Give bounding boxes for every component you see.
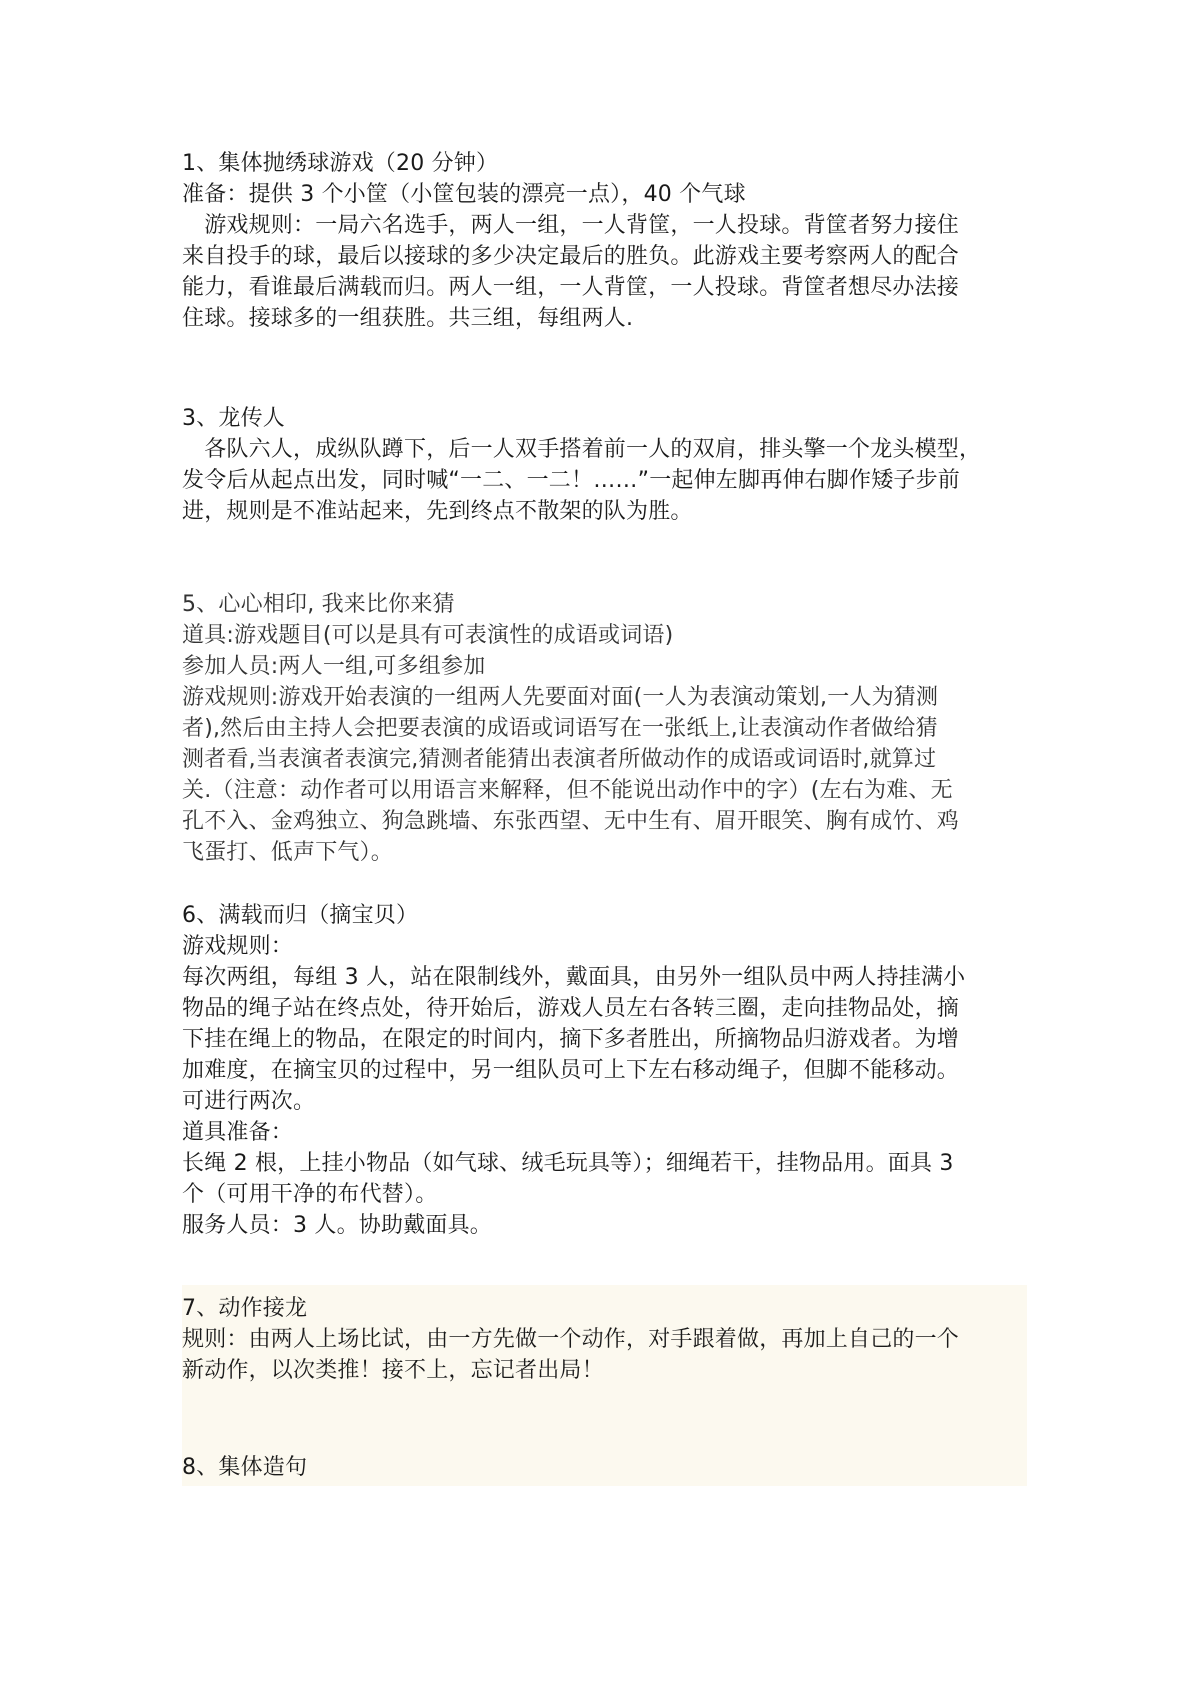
section-6-line: 物品的绳子站在终点处，待开始后，游戏人员左右各转三圈，走向挂物品处，摘 [182,996,960,1021]
section-1-line: 准备：提供 3 个小筐（小筐包装的漂亮一点），40 个气球 [182,182,746,207]
section-5-charades [182,589,1027,868]
section-5-line: 关.（注意：动作者可以用语言来解释，但不能说出动作中的字）(左右为难、无 [182,778,953,803]
section-5-line: 测者看,当表演者表演完,猜测者能猜出表演者所做动作的成语或词语时,就算过 [182,747,937,772]
section-6-line: 加难度，在摘宝贝的过程中，另一组队员可上下左右移动绳子，但脚不能移动。 [182,1058,960,1083]
section-6-line: 个（可用干净的布代替）。 [182,1182,438,1207]
section-3-title: 3、龙传人 [182,406,285,431]
section-3-line: 各队六人，成纵队蹲下，后一人双手搭着前一人的双肩，排头擎一个龙头模型， [182,437,982,462]
section-6-title: 6、满载而归（摘宝贝） [182,903,419,928]
section-3-line: 进，规则是不准站起来，先到终点不散架的队为胜。 [182,499,693,524]
section-6-line: 下挂在绳上的物品，在限定的时间内，摘下多者胜出，所摘物品归游戏者。为增 [182,1027,960,1052]
section-6-line: 可进行两次。 [182,1089,316,1114]
section-6-line: 道具准备： [182,1120,294,1145]
section-1-title: 1、集体抛绣球游戏（20 分钟） [182,151,499,176]
section-8-group-sentence [182,1452,1027,1483]
section-3-line: 发令后从起点出发，同时喊“一二、一二！……”一起伸左脚再伸右脚作矮子步前 [182,468,960,493]
section-5-line: 孔不入、金鸡独立、狗急跳墙、东张西望、无中生有、眉开眼笑、胸有成竹、鸡 [182,809,960,834]
section-1-throw-ball-game [182,148,1027,334]
section-7-title: 7、动作接龙 [182,1296,308,1321]
section-8-title: 8、集体造句 [182,1455,308,1480]
section-1-line: 来自投手的球，最后以接球的多少决定最后的胜负。此游戏主要考察两人的配合 [182,244,960,269]
section-5-line: 道具:游戏题目(可以是具有可表演性的成语或词语) [182,623,674,648]
section-6-line: 服务人员：3 人。协助戴面具。 [182,1213,492,1238]
section-6-treasure-picking [182,900,1027,1241]
section-1-line: 能力，看谁最后满载而归。两人一组，一人背筐，一人投球。背筐者想尽办法接 [182,275,960,300]
section-7-line: 新动作，以次类推！接不上，忘记者出局！ [182,1358,604,1383]
section-3-dragon-relay [182,403,1027,527]
section-5-title: 5、心心相印, 我来比你来猜 [182,592,455,617]
section-6-line: 每次两组，每组 3 人，站在限制线外，戴面具，由另外一组队员中两人持挂满小 [182,965,966,990]
section-6-line: 游戏规则： [182,934,294,959]
section-6-line: 长绳 2 根，上挂小物品（如气球、绒毛玩具等）；细绳若干，挂物品用。面具 3 [182,1151,954,1176]
section-5-line: 飞蛋打、低声下气）。 [182,840,394,865]
section-1-line: 住球。接球多的一组获胜。共三组，每组两人. [182,306,634,331]
section-1-line: 游戏规则：一局六名选手，两人一组，一人背筐，一人投球。背筐者努力接住 [182,213,960,238]
section-5-line: 者),然后由主持人会把要表演的成语或词语写在一张纸上,让表演动作者做给猜 [182,716,938,741]
section-5-line: 参加人员:两人一组,可多组参加 [182,654,486,679]
section-7-line: 规则：由两人上场比试，由一方先做一个动作，对手跟着做，再加上自己的一个 [182,1327,960,1352]
section-7-action-chain [182,1293,1027,1386]
section-5-line: 游戏规则:游戏开始表演的一组两人先要面对面(一人为表演动策划,一人为猜测 [182,685,939,710]
